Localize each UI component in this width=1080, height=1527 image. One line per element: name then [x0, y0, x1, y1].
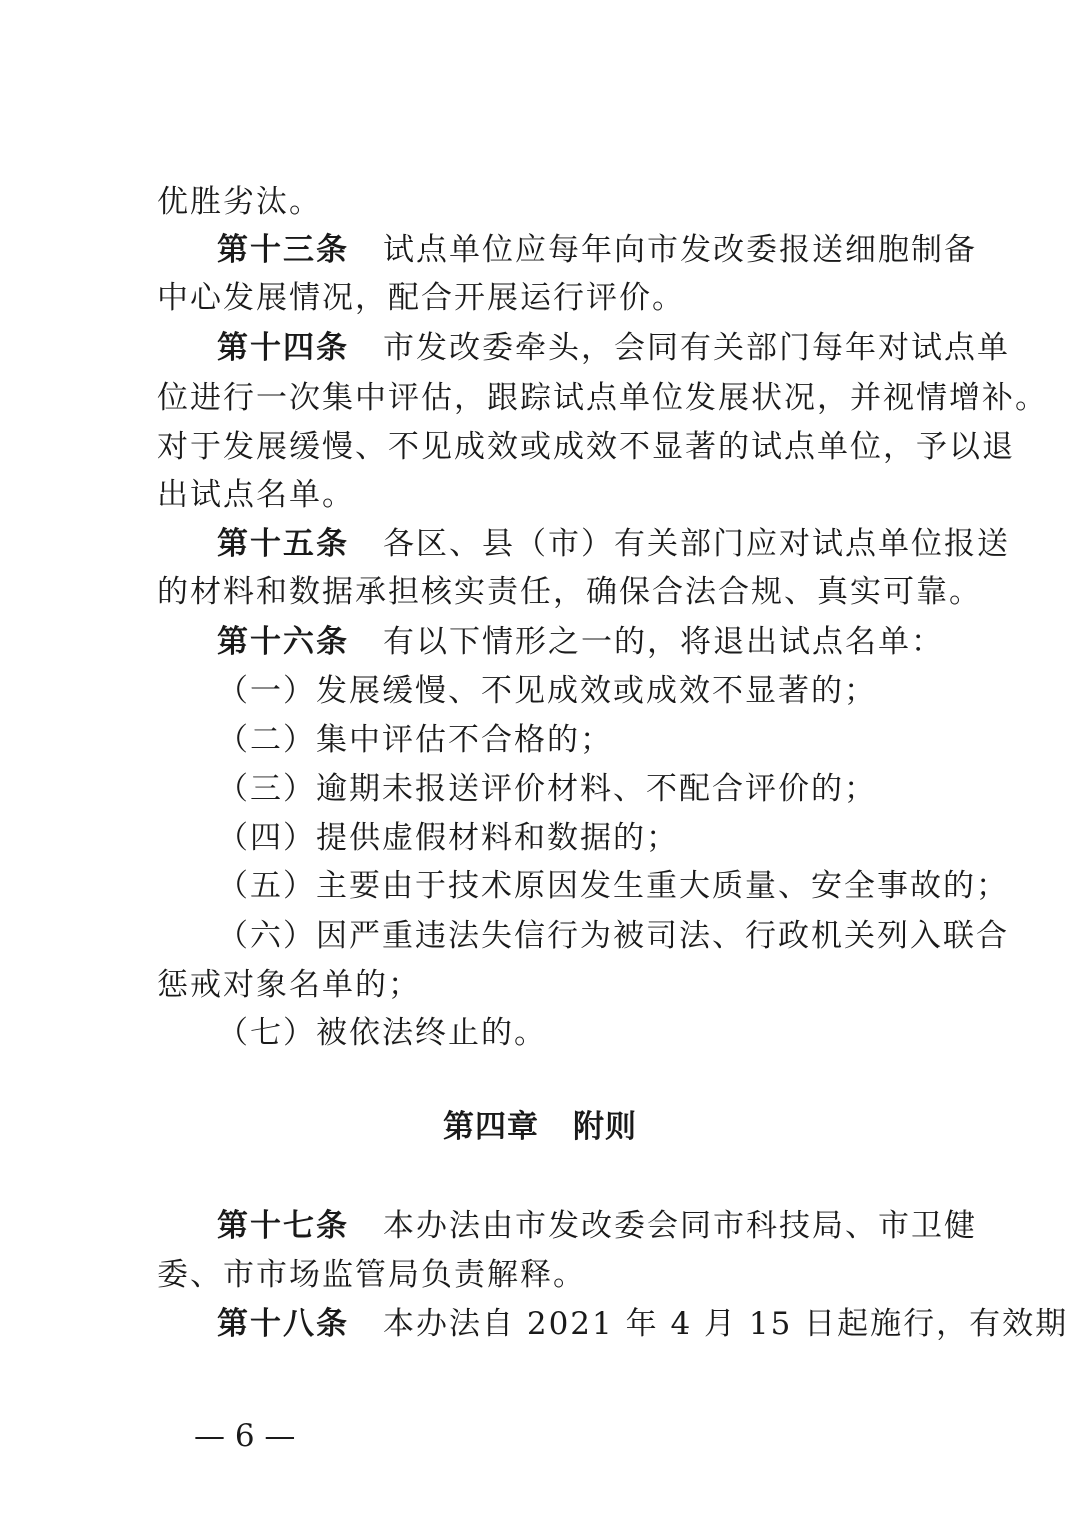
article-13	[217, 224, 977, 276]
article-text: 本办法自 2021 年 4 月 15 日起施行，有效期	[383, 1306, 1069, 1342]
paragraph-line: 出试点名单。	[157, 477, 355, 513]
chapter-title: 附则	[573, 1109, 637, 1145]
list-item: （四）提供虚假材料和数据的；	[217, 820, 679, 856]
article-number: 第十五条	[217, 526, 349, 562]
paragraph-line: 委、市市场监管局负责解释。	[157, 1257, 586, 1293]
article-15	[217, 518, 1010, 570]
article-number: 第十六条	[217, 624, 349, 660]
article-18	[217, 1298, 1069, 1350]
list-item: （三）逾期未报送评价材料、不配合评价的；	[217, 771, 877, 807]
article-number: 第十七条	[217, 1208, 349, 1244]
list-item: （二）集中评估不合格的；	[217, 722, 613, 758]
article-text: 各区、县（市）有关部门应对试点单位报送	[383, 526, 1010, 562]
article-14	[217, 322, 1010, 374]
article-text: 试点单位应每年向市发改委报送细胞制备	[383, 232, 977, 268]
article-text: 市发改委牵头，会同有关部门每年对试点单	[383, 330, 1010, 366]
list-item: （六）因严重违法失信行为被司法、行政机关列入联合	[217, 918, 1009, 954]
paragraph-line: 对于发展缓慢、不见成效或成效不显著的试点单位，予以退	[157, 429, 1015, 465]
paragraph-line: 中心发展情况，配合开展运行评价。	[157, 280, 685, 316]
chapter-number: 第四章	[443, 1109, 539, 1145]
article-17	[217, 1200, 977, 1252]
list-item: （一）发展缓慢、不见成效或成效不显著的；	[217, 673, 877, 709]
paragraph-line: 惩戒对象名单的；	[157, 967, 421, 1003]
article-number: 第十四条	[217, 330, 349, 366]
page-number: — 6 —	[194, 1418, 296, 1454]
paragraph-line: 优胜劣汰。	[157, 184, 322, 220]
list-item: （七）被依法终止的。	[217, 1015, 547, 1051]
article-text: 有以下情形之一的，将退出试点名单：	[383, 624, 944, 660]
paragraph-line: 的材料和数据承担核实责任，确保合法合规、真实可靠。	[157, 574, 982, 610]
chapter-heading	[0, 1101, 1080, 1153]
article-number: 第十八条	[217, 1306, 349, 1342]
article-16	[217, 616, 944, 668]
paragraph-line: 位进行一次集中评估，跟踪试点单位发展状况，并视情增补。	[157, 380, 1048, 416]
list-item: （五）主要由于技术原因发生重大质量、安全事故的；	[217, 868, 1009, 904]
article-number: 第十三条	[217, 232, 349, 268]
article-text: 本办法由市发改委会同市科技局、市卫健	[383, 1208, 977, 1244]
